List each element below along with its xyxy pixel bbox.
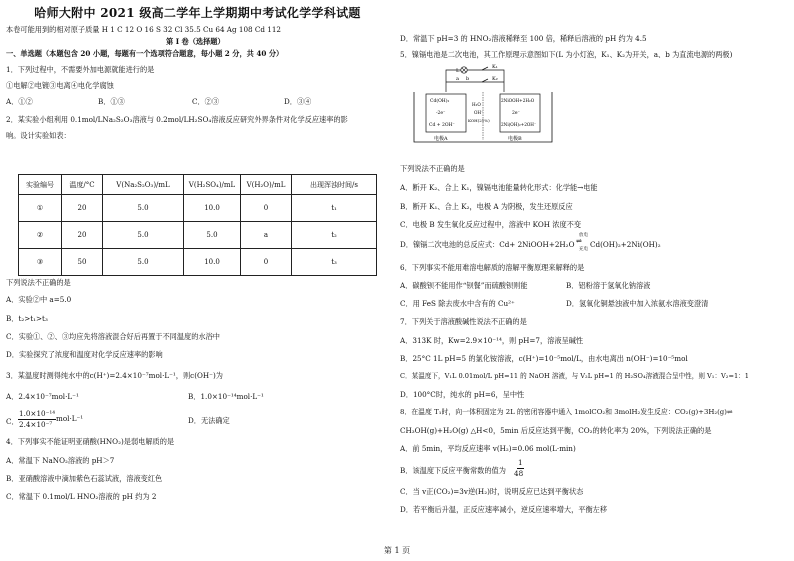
switch-k1-icon — [482, 67, 488, 70]
q6-option-b: B．铝粉溶于氢氧化钠溶液 — [566, 281, 651, 290]
q4-option-c: C．常温下 0.1mol/L HNO₂溶液的 pH 约为 2 — [6, 492, 157, 501]
q6-option-d: D．氢氧化铜悬浊液中加入浓氨水溶液变澄清 — [566, 299, 709, 308]
table-cell: 0 — [241, 195, 292, 222]
atomic-mass-line: 本卷可能用到的相对原子质量 H 1 C 12 O 16 S 32 Cl 35.5 Cu 64 Ag 108 Cd 112 — [6, 25, 281, 34]
question-8: 8．在温度 T₁时，向一体积固定为 2L 的密闭容器中通入 1molCO₂和 3molH₂发生反应：CO₂(g)+3H₂(g)⇌ — [400, 408, 733, 416]
electrode-b-label: 电极B — [508, 136, 522, 142]
nickel-cadmium-battery-diagram — [408, 62, 558, 156]
q2-option-b: B．t₂>t₁>t₃ — [6, 314, 48, 323]
table-cell: t₁ — [292, 195, 377, 222]
q6-option-c: C．用 FeS 除去废水中含有的 Cu²⁺ — [400, 299, 515, 308]
q1-option-a: A．①② — [6, 97, 33, 106]
table-header: V(Na₂S₂O₃)/mL — [103, 175, 184, 195]
table-cell: 5.0 — [184, 222, 241, 249]
q3-option-a: A．2.4×10⁻⁷mol·L⁻¹ — [6, 392, 79, 401]
lamp-label: L — [456, 68, 460, 74]
q4-option-b: B．亚硝酸溶液中滴加紫色石蕊试液，溶液变红色 — [6, 474, 163, 483]
table-cell: 20 — [62, 222, 103, 249]
q5-option-c: C．电极 B 发生氧化反应过程中，溶液中 KOH 浓度不变 — [400, 220, 582, 229]
q7-option-c: C．某温度下，V₁L 0.01mol/L pH=11 的 NaOH 溶液，与 V₂L pH=1 的 H₂SO₄溶液混合呈中性，则 V₁：V₂=1：1 — [400, 372, 749, 380]
page-title: 哈师大附中 2021 级高二学年上学期期中考试化学学科试题 — [34, 6, 361, 20]
question-3: 3．某温度时测得纯水中的c(H⁺)=2.4×10⁻⁷mol·L⁻¹，则c(OH⁻)为 — [6, 371, 223, 380]
q5-d-discharge: 放电 — [579, 233, 588, 238]
q3-option-d: D．无法确定 — [188, 416, 230, 425]
table-cell: ① — [19, 195, 62, 222]
electrolyte-water: H₂O — [472, 102, 481, 107]
q5-d-charge: 充电 — [579, 247, 588, 252]
table-header: 温度/°C — [62, 175, 103, 195]
q5-option-b: B．断开 K₁、合上 K₂，电极 A 为阴极，发生还原反应 — [400, 202, 573, 211]
switch-k2-icon — [482, 79, 488, 82]
experiment-table — [18, 174, 377, 276]
q3-option-b: B．1.0×10⁻¹⁴mol·L⁻¹ — [188, 392, 264, 401]
electrode-a-mid: -2e⁻ — [436, 111, 446, 116]
page-number: 第 1 页 — [383, 546, 411, 555]
q5-d-products: Cd(OH)₂+2Ni(OH)₂ — [590, 240, 661, 249]
q2-option-c: C．实验①、②、③均应先将溶液混合好后再置于不同温度的水浴中 — [6, 332, 220, 341]
table-cell: 0 — [241, 249, 292, 276]
table-header: V(H₂SO₄)/mL — [184, 175, 241, 195]
table-row — [19, 249, 377, 276]
q1-option-b: B．①③ — [98, 97, 125, 106]
table-header: 实验编号 — [19, 175, 62, 195]
electrode-a-bottom: Cd + 2OH⁻ — [429, 123, 455, 128]
table-header-row — [19, 175, 377, 195]
electrode-b-top: 2NiOOH+2H₂O — [501, 98, 535, 103]
q7-option-b: B．25°C 1L pH=5 的氯化铵溶液，c(H⁺)=10⁻⁵mol/L，由水电离出 n(OH⁻)=10⁻⁵mol — [400, 354, 688, 363]
q3-c-numerator: 1.0×10⁻¹⁴ — [19, 409, 56, 418]
table-row — [19, 222, 377, 249]
question-2: 2．某实验小组利用 0.1mol/LNa₂S₂O₃溶液与 0.2mol/LH₂SO₄溶液反应研究外界条件对化学反应速率的影 — [6, 115, 348, 124]
table-cell: 5.0 — [103, 249, 184, 276]
q4-option-d: D．常温下 pH=3 的 HNO₂溶液稀释至 100 倍，稀释后溶液的 pH 约为 4.5 — [400, 34, 647, 43]
q3-option-c: C． — [6, 417, 19, 426]
q5-stem: 下列说法不正确的是 — [400, 164, 465, 173]
table-cell: 10.0 — [184, 195, 241, 222]
q3-c-unit: mol·L⁻¹ — [56, 414, 84, 423]
table-cell: 20 — [62, 195, 103, 222]
q2-option-d: D．实验探究了浓度和温度对化学反应速率的影响 — [6, 350, 163, 359]
q8-b-denominator: 48 — [514, 469, 524, 478]
q8-option-b: B．该温度下反应平衡常数的值为 — [400, 466, 506, 475]
table-cell: 50 — [62, 249, 103, 276]
table-cell: t₂ — [292, 222, 377, 249]
electrode-a-top: Cd(OH)₂ — [430, 99, 450, 104]
q4-option-a: A．常温下 NaNO₂溶液的 pH＞7 — [6, 456, 115, 465]
question-1: 1．下列过程中，不需要外加电源就能进行的是 — [6, 65, 155, 74]
table-cell: 5.0 — [103, 222, 184, 249]
q8-option-d: D．若平衡后升温，正反应速率减小，逆反应速率增大，平衡左移 — [400, 505, 608, 514]
table-header: V(H₂O)/mL — [241, 175, 292, 195]
volume-heading: 第 I 卷（选择题） — [166, 37, 225, 46]
q7-option-d: D．100°C时，纯水的 pH=6，呈中性 — [400, 390, 525, 399]
q7-option-a: A．313K 时，Kw=2.9×10⁻¹⁴，则 pH=7，溶液呈碱性 — [400, 336, 584, 345]
switch-k1-label: K₁ — [492, 64, 498, 70]
table-cell: 5.0 — [103, 195, 184, 222]
pole-b-label: b — [466, 76, 470, 82]
q8-option-c: C．当 v正(CO₂)=3v逆(H₂)时，说明反应已达到平衡状态 — [400, 487, 584, 496]
q6-option-a: A．碳酸钡不能用作“钡餐”而硫酸钡则能 — [400, 281, 528, 290]
question-8-cont: CH₃OH(g)+H₂O(g) △H<0，5min 后反应达到平衡，CO₂的转化率为 20%，下列说法正确的是 — [400, 426, 712, 435]
question-7: 7．下列关于溶液酸碱性说法不正确的是 — [400, 317, 527, 326]
electrolyte-ion: OH⁻ — [474, 110, 484, 115]
q1-option-c: C．②③ — [192, 97, 220, 106]
electrolyte-koh: KOH(21%) — [468, 118, 490, 123]
table-row — [19, 195, 377, 222]
q5-option-a: A．断开 K₂、合上 K₁，镍镉电池能量转化形式：化学能→电能 — [400, 183, 598, 192]
switch-k2-label: K₂ — [492, 76, 498, 82]
table-cell: ② — [19, 222, 62, 249]
table-header: 出现浑浊时间/s — [292, 175, 377, 195]
table-cell: a — [241, 222, 292, 249]
q2-option-a: A．实验②中 a=5.0 — [6, 295, 72, 304]
q1-option-d: D．③④ — [284, 97, 312, 106]
electrode-a-label: 电极A — [434, 136, 448, 142]
pole-a-label: a — [456, 76, 459, 82]
question-2-cont: 响。设计实验如表： — [6, 131, 71, 140]
question-4: 4．下列事实不能证明亚硝酸(HNO₂)是弱电解质的是 — [6, 437, 175, 446]
q5-option-d: D．镍镉二次电池的总反应式：Cd+ 2NiOOH+2H₂O — [400, 240, 575, 249]
q8-b-numerator: 1 — [518, 458, 523, 467]
equilibrium-arrow-icon: ⇌ — [576, 237, 582, 245]
table-cell: t₃ — [292, 249, 377, 276]
table-cell: ③ — [19, 249, 62, 276]
section-heading: 一、单选题（本题包含 20 小题，每题有一个选项符合题意，每小题 2 分，共 40 分） — [6, 49, 284, 58]
question-6: 6．下列事实不能用难溶电解质的溶解平衡原理来解释的是 — [400, 263, 585, 272]
table-cell: 10.0 — [184, 249, 241, 276]
question-5: 5．镍镉电池是二次电池，其工作原理示意图如下(L 为小灯泡，K₁、K₂为开关，a、b 为直流电源的两极) — [400, 50, 733, 59]
question-1-items: ①电解②电镀③电离④电化学腐蚀 — [6, 81, 114, 90]
electrode-b-mid: 2e⁻ — [512, 111, 520, 116]
electrode-b-bottom: 2Ni(OH)₂+2OH⁻ — [501, 122, 537, 127]
q8-option-a: A．前 5min，平均反应速率 v(H₂)=0.06 mol(L·min) — [400, 444, 576, 453]
q3-c-denominator: 2.4×10⁻⁷ — [19, 420, 53, 429]
q2-stem: 下列说法不正确的是 — [6, 278, 71, 287]
